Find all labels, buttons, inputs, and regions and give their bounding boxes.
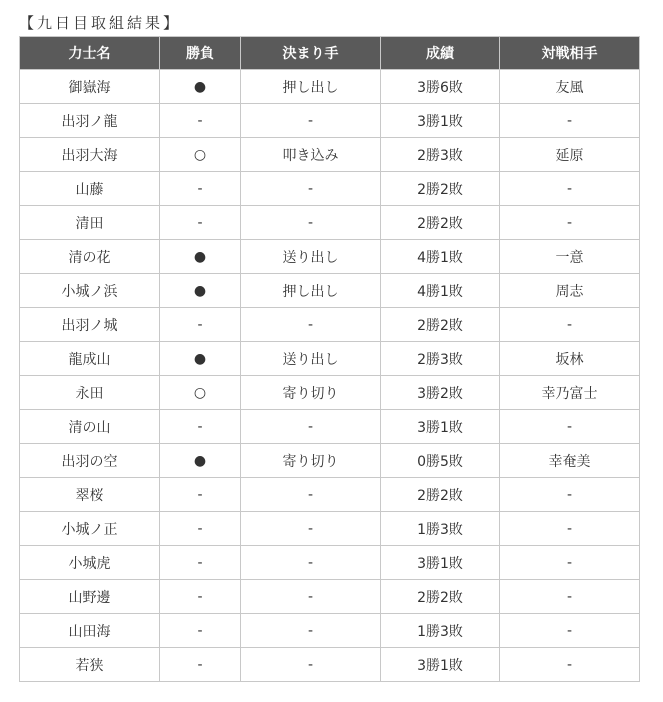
result-mark-cell: - xyxy=(160,104,241,138)
opponent-cell: 幸乃富士 xyxy=(500,376,640,410)
opponent-cell: 周志 xyxy=(500,274,640,308)
opponent-cell: - xyxy=(500,478,640,512)
record-cell: 3勝1敗 xyxy=(381,648,500,682)
result-mark-cell: ● xyxy=(160,342,241,376)
kimarite-cell: - xyxy=(241,648,381,682)
column-header-rikishi: 力士名 xyxy=(20,37,160,70)
rikishi-name-cell: 出羽ノ龍 xyxy=(20,104,160,138)
kimarite-cell: - xyxy=(241,308,381,342)
result-mark-cell: ○ xyxy=(160,138,241,172)
rikishi-name-cell: 山田海 xyxy=(20,614,160,648)
opponent-cell: - xyxy=(500,410,640,444)
opponent-cell: - xyxy=(500,206,640,240)
opponent-cell: 一意 xyxy=(500,240,640,274)
table-row xyxy=(20,648,640,682)
kimarite-cell: - xyxy=(241,580,381,614)
table-row xyxy=(20,580,640,614)
rikishi-name-cell: 出羽の空 xyxy=(20,444,160,478)
record-cell: 2勝3敗 xyxy=(381,342,500,376)
kimarite-cell: 寄り切り xyxy=(241,444,381,478)
rikishi-name-cell: 清の花 xyxy=(20,240,160,274)
kimarite-cell: - xyxy=(241,172,381,206)
results-table-body xyxy=(20,70,640,682)
opponent-cell: 坂林 xyxy=(500,342,640,376)
table-row xyxy=(20,410,640,444)
kimarite-cell: 送り出し xyxy=(241,240,381,274)
kimarite-cell: - xyxy=(241,512,381,546)
results-table xyxy=(19,36,640,682)
table-row xyxy=(20,274,640,308)
result-mark-cell: - xyxy=(160,172,241,206)
opponent-cell: 延原 xyxy=(500,138,640,172)
record-cell: 3勝6敗 xyxy=(381,70,500,104)
rikishi-name-cell: 清の山 xyxy=(20,410,160,444)
record-cell: 1勝3敗 xyxy=(381,614,500,648)
result-mark-cell: - xyxy=(160,580,241,614)
result-mark-cell: ● xyxy=(160,274,241,308)
column-header-result: 勝負 xyxy=(160,37,241,70)
result-mark-cell: ● xyxy=(160,70,241,104)
result-mark-cell: - xyxy=(160,308,241,342)
rikishi-name-cell: 出羽ノ城 xyxy=(20,308,160,342)
table-row xyxy=(20,376,640,410)
rikishi-name-cell: 永田 xyxy=(20,376,160,410)
kimarite-cell: - xyxy=(241,614,381,648)
rikishi-name-cell: 小城ノ正 xyxy=(20,512,160,546)
result-mark-cell: - xyxy=(160,206,241,240)
result-mark-cell: ● xyxy=(160,444,241,478)
table-row xyxy=(20,342,640,376)
result-mark-cell: - xyxy=(160,512,241,546)
table-row xyxy=(20,206,640,240)
table-row xyxy=(20,478,640,512)
record-cell: 2勝3敗 xyxy=(381,138,500,172)
record-cell: 2勝2敗 xyxy=(381,172,500,206)
result-mark-cell: - xyxy=(160,546,241,580)
opponent-cell: - xyxy=(500,580,640,614)
kimarite-cell: 叩き込み xyxy=(241,138,381,172)
kimarite-cell: - xyxy=(241,478,381,512)
opponent-cell: - xyxy=(500,546,640,580)
rikishi-name-cell: 山野邊 xyxy=(20,580,160,614)
column-header-kimarite: 決まり手 xyxy=(241,37,381,70)
record-cell: 3勝1敗 xyxy=(381,410,500,444)
result-mark-cell: ● xyxy=(160,240,241,274)
table-row xyxy=(20,614,640,648)
table-row xyxy=(20,308,640,342)
kimarite-cell: - xyxy=(241,546,381,580)
rikishi-name-cell: 龍成山 xyxy=(20,342,160,376)
header-row xyxy=(20,37,640,70)
opponent-cell: 幸奄美 xyxy=(500,444,640,478)
opponent-cell: - xyxy=(500,308,640,342)
rikishi-name-cell: 若狭 xyxy=(20,648,160,682)
rikishi-name-cell: 翠桜 xyxy=(20,478,160,512)
rikishi-name-cell: 山藤 xyxy=(20,172,160,206)
page-title: 【九日目取組結果】 xyxy=(19,14,182,32)
kimarite-cell: - xyxy=(241,206,381,240)
rikishi-name-cell: 出羽大海 xyxy=(20,138,160,172)
record-cell: 2勝2敗 xyxy=(381,478,500,512)
results-table-head xyxy=(20,37,640,70)
table-row xyxy=(20,138,640,172)
result-mark-cell: - xyxy=(160,478,241,512)
opponent-cell: - xyxy=(500,648,640,682)
rikishi-name-cell: 清田 xyxy=(20,206,160,240)
table-row xyxy=(20,444,640,478)
kimarite-cell: 送り出し xyxy=(241,342,381,376)
record-cell: 4勝1敗 xyxy=(381,240,500,274)
table-row xyxy=(20,512,640,546)
table-row xyxy=(20,546,640,580)
table-row xyxy=(20,70,640,104)
column-header-opponent: 対戦相手 xyxy=(500,37,640,70)
record-cell: 3勝1敗 xyxy=(381,104,500,138)
result-mark-cell: ○ xyxy=(160,376,241,410)
record-cell: 4勝1敗 xyxy=(381,274,500,308)
table-row xyxy=(20,172,640,206)
column-header-record: 成績 xyxy=(381,37,500,70)
record-cell: 2勝2敗 xyxy=(381,580,500,614)
result-mark-cell: - xyxy=(160,410,241,444)
table-row xyxy=(20,240,640,274)
record-cell: 1勝3敗 xyxy=(381,512,500,546)
opponent-cell: - xyxy=(500,512,640,546)
kimarite-cell: 寄り切り xyxy=(241,376,381,410)
record-cell: 0勝5敗 xyxy=(381,444,500,478)
kimarite-cell: 押し出し xyxy=(241,70,381,104)
result-mark-cell: - xyxy=(160,614,241,648)
rikishi-name-cell: 御嶽海 xyxy=(20,70,160,104)
opponent-cell: - xyxy=(500,614,640,648)
rikishi-name-cell: 小城ノ浜 xyxy=(20,274,160,308)
rikishi-name-cell: 小城虎 xyxy=(20,546,160,580)
table-row xyxy=(20,104,640,138)
opponent-cell: - xyxy=(500,104,640,138)
opponent-cell: - xyxy=(500,172,640,206)
record-cell: 2勝2敗 xyxy=(381,308,500,342)
record-cell: 3勝2敗 xyxy=(381,376,500,410)
result-mark-cell: - xyxy=(160,648,241,682)
opponent-cell: 友風 xyxy=(500,70,640,104)
kimarite-cell: - xyxy=(241,104,381,138)
kimarite-cell: - xyxy=(241,410,381,444)
record-cell: 3勝1敗 xyxy=(381,546,500,580)
kimarite-cell: 押し出し xyxy=(241,274,381,308)
record-cell: 2勝2敗 xyxy=(381,206,500,240)
